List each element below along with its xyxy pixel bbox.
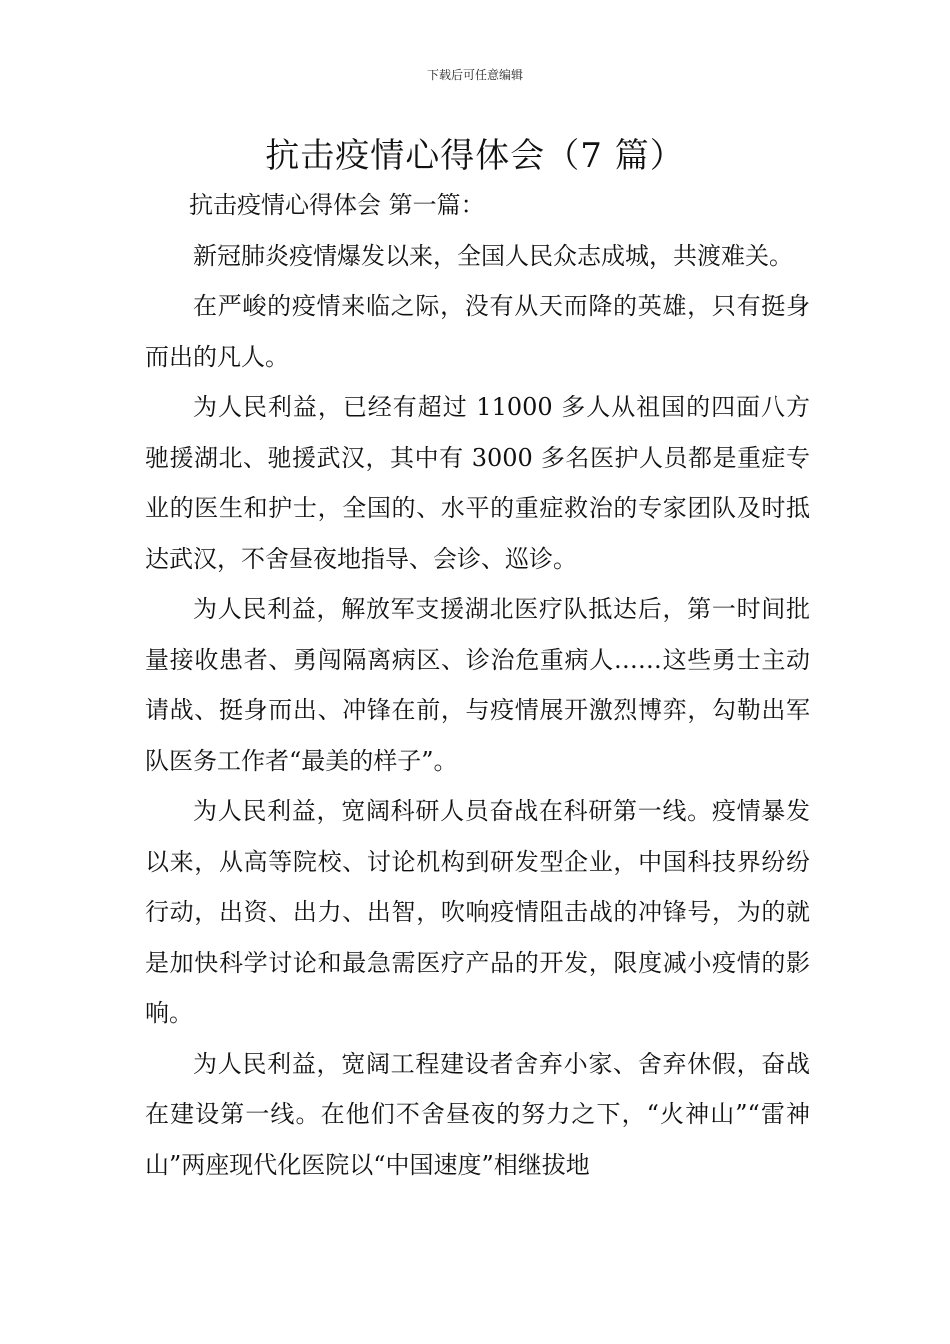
paragraph: 为人民利益，宽阔工程建设者舍弃小家、舍弃休假，奋战在建设第一线。在他们不舍昼夜的努力之下，“火神山”“雷神山”两座现代化医院以“中国速度”相继拔地 xyxy=(145,1049,810,1179)
header-note: 下载后可任意编辑 xyxy=(426,68,523,82)
paragraph: 在严峻的疫情来临之际，没有从天而降的英雄，只有挺身而出的凡人。 xyxy=(145,292,810,371)
paragraph: 为人民利益，宽阔科研人员奋战在科研第一线。疫情暴发以来，从高等院校、讨论机构到研发型企业，中国科技界纷纷行动，出资、出力、出智，吹响疫情阻击战的冲锋号，为的就是加快科学讨论和最急需医疗产品的开发，限度减小疫情的影响。 xyxy=(145,797,810,1027)
paragraph: 为人民利益，解放军支援湖北医疗队抵达后，第一时间批量接收患者、勇闯隔离病区、诊治危重病人……这些勇士主动请战、挺身而出、冲锋在前，与疫情展开激烈博弈，勾勒出军队医务工作者“最美的样子”。 xyxy=(145,595,810,775)
paragraph: 新冠肺炎疫情爆发以来，全国人民众志成城，共渡难关。 xyxy=(193,241,793,270)
document-body xyxy=(145,180,810,1190)
section-heading: 抗击疫情心得体会 第一篇： xyxy=(189,191,485,219)
document-title: 抗击疫情心得体会（7 篇） xyxy=(265,136,685,176)
paragraph: 为人民利益，已经有超过 11000 多人从祖国的四面八方驰援湖北、驰援武汉，其中有 3000 多名医护人员都是重症专业的医生和护士，全国的、水平的重症救治的专家团队及时抵达武汉，不舍昼夜地指导、会诊、巡诊。 xyxy=(145,393,810,573)
